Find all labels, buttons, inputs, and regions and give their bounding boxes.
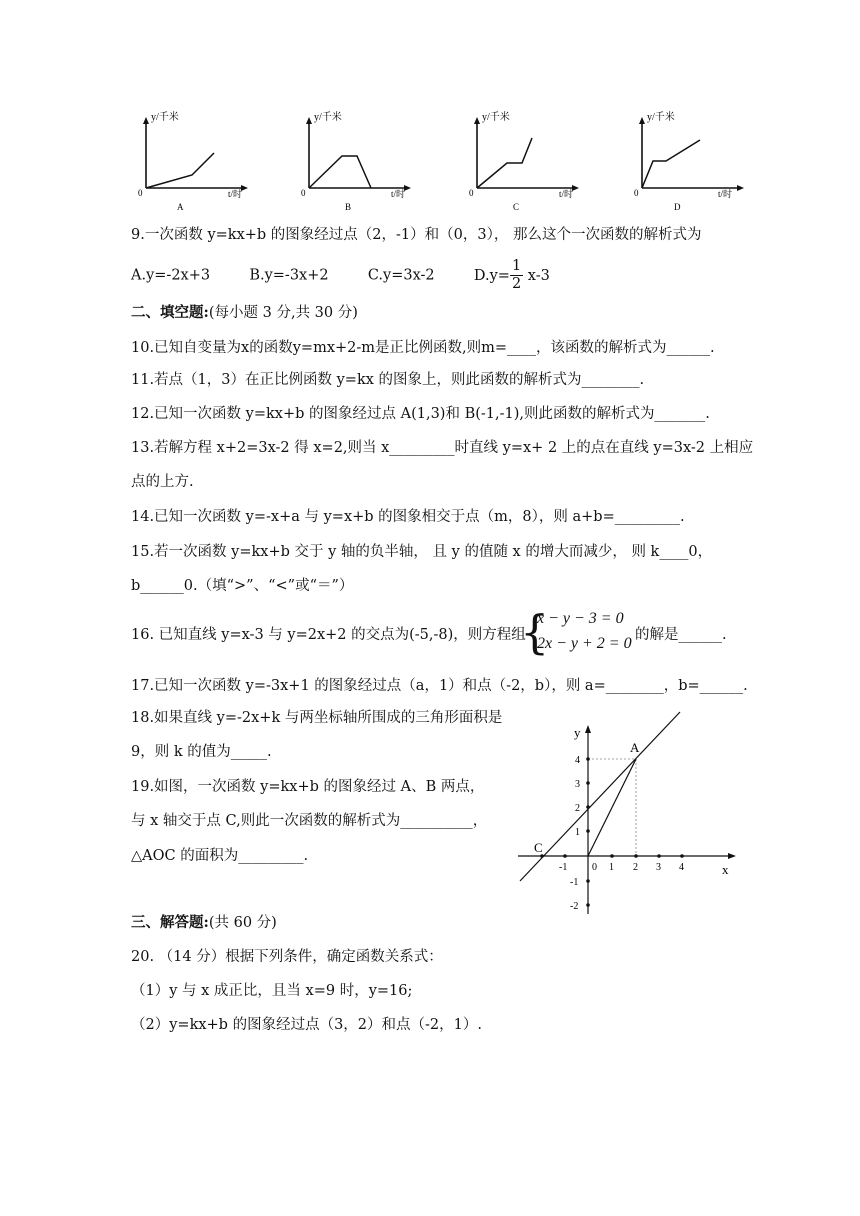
fraction-half: $\frac{1}{2}$ — [511, 258, 522, 292]
graph-x-label: t/时 — [718, 189, 733, 199]
question-13: 13.若解方程 x+2=3x-2 得 x=2,则当 x_________时直线 y=x+ 2 上的点在直线 y=3x-2 上相应 — [131, 440, 754, 456]
question-15: 15.若一次函数 y=kx+b 交于 y 轴的负半轴， 且 y 的值随 x 的增大而减少， 则 k____0， — [131, 544, 713, 560]
graph-a — [124, 108, 254, 218]
graph-x-label: t/时 — [228, 189, 243, 199]
option-b: B.y=-3x+2 — [249, 267, 329, 284]
y-tick-label: 2 — [575, 803, 580, 814]
x-tick-label: -1 — [559, 862, 568, 873]
y-tick-label: 1 — [575, 827, 580, 838]
y-tick-label: 3 — [575, 779, 580, 790]
graph-y-label: y/千米 — [482, 112, 510, 123]
question-11: 11.若点（1，3）在正比例函数 y=kx 的图象上，则此函数的解析式为________. — [131, 372, 645, 388]
graph-letter: C — [513, 202, 520, 212]
question-14: 14.已知一次函数 y=-x+a 与 y=x+b 的图象相交于点（m，8），则 a+b=_________. — [131, 509, 685, 525]
equation-1: x − y − 3 = 0 — [537, 610, 624, 627]
point-c-label: C — [534, 840, 543, 855]
graph-y-label: y/千米 — [647, 112, 675, 123]
question-19: 19.如图，一次函数 y=kx+b 的图象经过 A、B 两点， — [131, 779, 485, 795]
question-16-tail: 的解是______. — [635, 627, 727, 643]
option-d: D.y= $\frac{1}{2}$ x-3 — [473, 258, 550, 292]
coordinate-figure — [512, 706, 742, 921]
graph-b — [287, 108, 417, 218]
x-tick-label: 3 — [656, 862, 661, 873]
y-tick-label: -1 — [570, 877, 579, 888]
question-15-cont: b______0.（填“>”、“<”或“＝”） — [131, 578, 354, 594]
question-10: 10.已知自变量为x的函数y=mx+2-m是正比例函数,则m=____，该函数的解析式为______. — [131, 340, 715, 356]
question-19-area: △AOC 的面积为_________. — [131, 848, 309, 864]
equation-2: 2x − y + 2 = 0 — [537, 635, 632, 652]
y-tick-label: 4 — [575, 755, 580, 766]
graph-letter: B — [345, 202, 352, 212]
graph-d — [620, 108, 750, 218]
graph-x-label: t/时 — [559, 189, 574, 199]
origin-label: 0 — [592, 862, 597, 873]
graph-letter: A — [177, 202, 184, 212]
question-18-cont: 9，则 k 的值为_____. — [131, 744, 272, 760]
option-a: A.y=-2x+3 — [131, 267, 211, 284]
question-18: 18.如果直线 y=-2x+k 与两坐标轴所围成的三角形面积是 — [131, 710, 503, 726]
system-brace: { — [520, 605, 550, 659]
question-13-cont: 点的上方. — [131, 474, 194, 490]
y-tick-label: -2 — [570, 901, 579, 912]
graph-y-label: y/千米 — [151, 112, 179, 123]
point-a-label: A — [630, 740, 640, 755]
graph-c — [455, 108, 585, 218]
question-17: 17.已知一次函数 y=-3x+1 的图象经过点（a，1）和点（-2，b），则 a=________，b=______. — [131, 678, 748, 694]
graph-x-label: t/时 — [391, 189, 406, 199]
question-19-cont: 与 x 轴交于点 C,则此一次函数的解析式为__________， — [131, 813, 488, 829]
x-tick-label: 1 — [609, 862, 614, 873]
graph-origin: 0 — [469, 188, 474, 198]
question-16: 16. 已知直线 y=x-3 与 y=2x+2 的交点为(-5,-8)，则方程组 — [131, 627, 526, 643]
x-tick-label: 2 — [633, 862, 638, 873]
question-12: 12.已知一次函数 y=kx+b 的图象经过点 A(1,3)和 B(-1,-1),则此函数的解析式为_______. — [131, 406, 710, 422]
x-tick-label: 4 — [679, 862, 684, 873]
graph-origin: 0 — [138, 188, 143, 198]
graph-origin: 0 — [634, 188, 639, 198]
graph-origin: 0 — [301, 188, 306, 198]
question-9-options — [131, 258, 550, 293]
section-2-heading: 二、填空题:(每小题 3 分,共 30 分) — [131, 304, 358, 321]
question-20: 20. （14 分）根据下列条件，确定函数关系式： — [131, 949, 443, 965]
section-3-heading: 三、解答题:(共 60 分) — [131, 914, 277, 931]
x-axis-label: x — [722, 862, 729, 877]
question-9: 9.一次函数 y=kx+b 的图象经过点（2，-1）和（0，3）， 那么这个一次函数的解析式为 — [131, 227, 702, 243]
y-axis-label: y — [574, 725, 581, 740]
question-20-part-2: （2）y=kx+b 的图象经过点（3，2）和点（-2，1）. — [131, 1017, 482, 1033]
question-20-part-1: （1）y 与 x 成正比，且当 x=9 时，y=16; — [131, 983, 413, 999]
graph-y-label: y/千米 — [314, 112, 342, 123]
option-c: C.y=3x-2 — [367, 267, 435, 284]
graph-letter: D — [674, 202, 681, 212]
